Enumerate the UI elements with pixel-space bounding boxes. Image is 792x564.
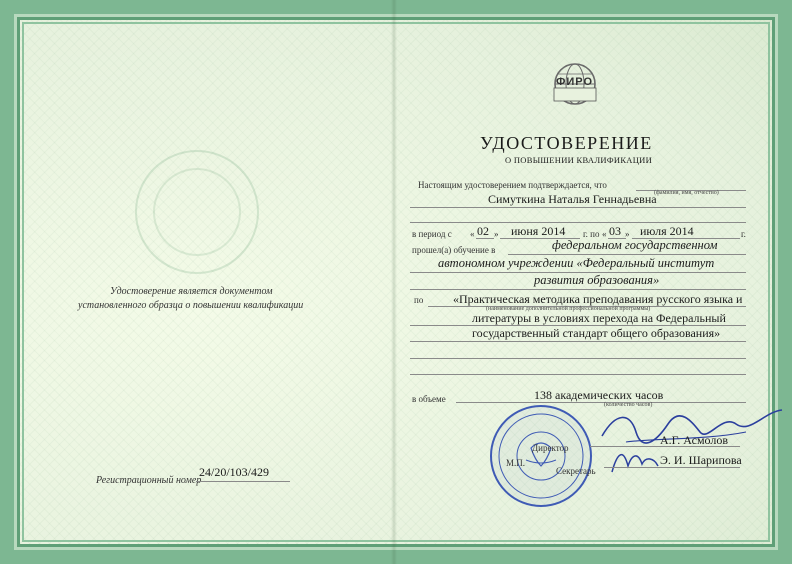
period-to-open: « (602, 229, 607, 239)
name-underline-2 (410, 222, 746, 223)
institution-line-1: федеральном государственном (552, 238, 718, 252)
confirm-label: Настоящим удостоверением подтверждается, что (418, 180, 607, 190)
page-title: УДОСТОВЕРЕНИЕ (480, 133, 653, 153)
institution-underline-3 (410, 289, 746, 290)
note-line-1: Удостоверение является документом (110, 286, 273, 297)
name-hint: (фамилия, имя, отчество) (654, 190, 719, 196)
logo-text: ФИРО (556, 76, 594, 88)
secretary-label: Секретарь (556, 466, 596, 476)
training-label: прошел(а) обучение в (412, 245, 496, 255)
period-to-label: г. по (583, 229, 600, 239)
center-fold (391, 0, 397, 564)
reg-underline (196, 481, 290, 482)
secretary-name: Э. И. Шарипова (660, 453, 742, 467)
name-underline (410, 207, 746, 208)
volume-value: 138 академических часов (534, 388, 664, 402)
note-line-2: установленного образца о повышении квалификации (78, 300, 304, 311)
institution-underline-1 (508, 254, 746, 255)
volume-hint: (количество часов) (604, 402, 653, 408)
period-from-month: июня 2014 (511, 224, 566, 238)
director-name: А.Г. Асмолов (660, 433, 729, 447)
stamp-mp-label: М.П. (506, 458, 526, 468)
program-line-2: литературы в условиях перехода на Федеральный (472, 311, 726, 325)
period-to-day: 03 (609, 224, 621, 238)
period-prefix: в период с (412, 229, 452, 239)
program-label: по (414, 295, 424, 305)
reg-label: Регистрационный номер (96, 475, 202, 486)
director-label: Директор (532, 443, 569, 453)
program-line-3: государственный стандарт общего образования» (472, 326, 721, 340)
from-day-underline (476, 238, 494, 239)
secretary-signature-icon (608, 446, 662, 476)
program-hint: (наименование дополнительной профессиональной программы) (486, 306, 651, 312)
period-end: г. (741, 229, 746, 239)
period-to-close: » (625, 229, 630, 239)
institution-line-2: автономном учреждении «Федеральный институт (438, 256, 715, 270)
program-underline-3 (410, 341, 746, 342)
program-underline-5 (410, 374, 746, 375)
period-to-month: июля 2014 (640, 224, 694, 238)
secretary-underline (604, 467, 740, 468)
period-from-open: « (470, 229, 475, 239)
page-subtitle: О ПОВЫШЕНИИ КВАЛИФИКАЦИИ (505, 155, 653, 165)
program-underline-4 (410, 358, 746, 359)
period-from-day: 02 (477, 224, 489, 238)
institution-line-3: развития образования» (534, 273, 660, 287)
volume-label: в объеме (412, 394, 446, 404)
full-name: Симуткина Наталья Геннадьевна (488, 192, 657, 206)
period-from-close: » (494, 229, 499, 239)
program-line-1: «Практическая методика преподавания русского языка и (453, 292, 743, 306)
reg-number: 24/20/103/429 (199, 465, 270, 479)
globe-watermark-icon (135, 150, 259, 274)
